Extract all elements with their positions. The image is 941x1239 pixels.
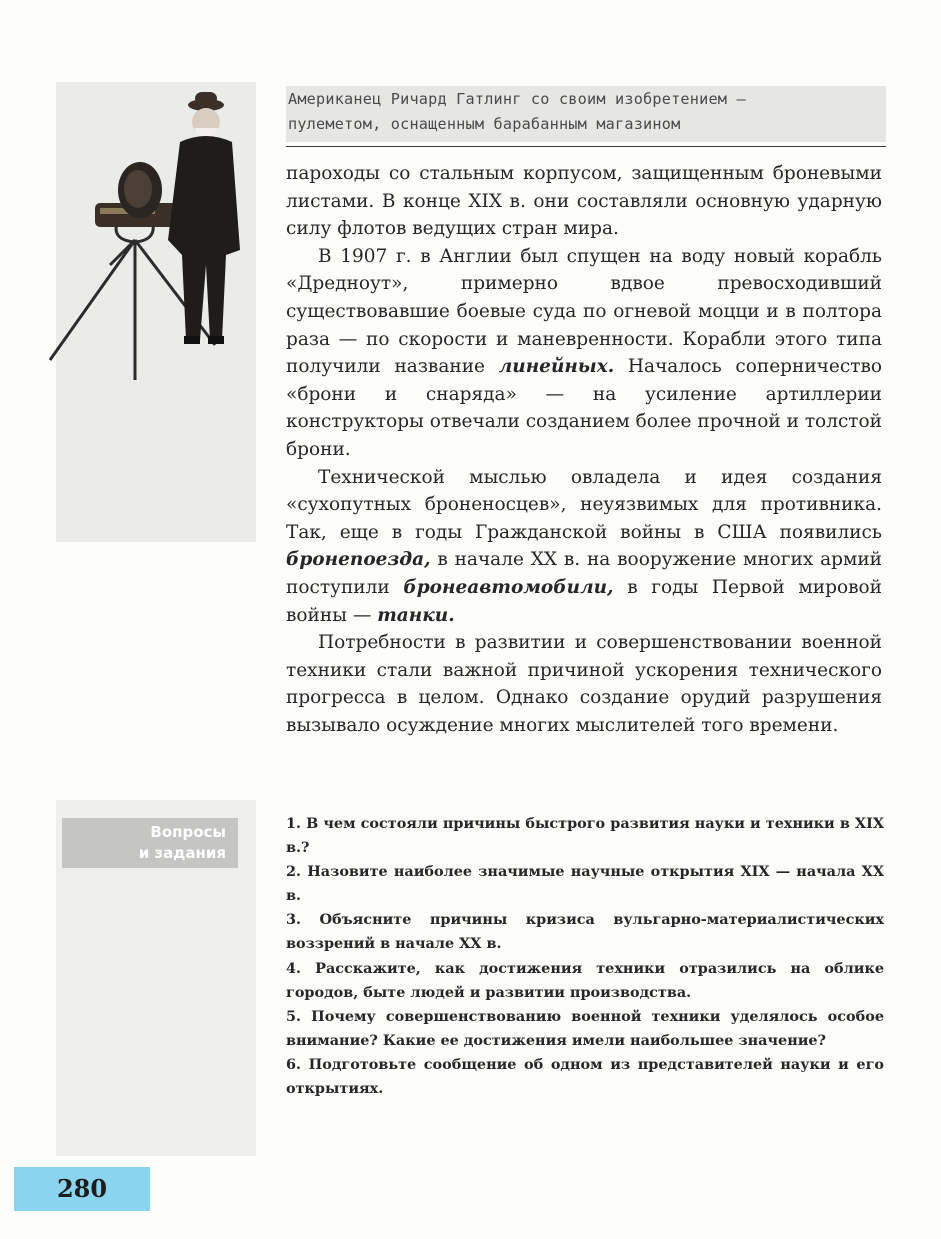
main-text (286, 160, 882, 739)
question-6: 6. Подготовьте сообщение об одном из представителей науки и его открытиях. (286, 1055, 884, 1098)
term-broneavtomobili: бронеавтомобили, (403, 576, 614, 598)
term-tanki: танки. (377, 604, 455, 626)
question-5: 5. Почему совершенствованию военной техники уделялось особое внимание? Какие ее достижения имели наибольшее значение? (286, 1007, 884, 1049)
page-number: 280 (14, 1167, 150, 1211)
paragraph-2-text-a: В 1907 г. в Англии был спущен на воду новый корабль «Дредноут», примерно вдвое превосходивший существовавшие боевые суда по огневой моцци и в полтора раза — по скорости и маневренности. Корабли этого типа получили название (286, 245, 882, 378)
question-1: 1. В чем состояли причины быстрого развития науки и техники в XIX в.? (286, 815, 884, 857)
paragraph-4: Потребности в развитии и совершенствовании военной техники стали важной причиной ускорения технического прогресса в целом. Однако создание орудий разрушения вызывало осуждение многих мыслителей того времени. (286, 632, 882, 736)
caption-line-2: пулеметом, оснащенным барабанным магазином (288, 115, 681, 133)
term-bronepoezda: бронепоезда, (286, 549, 431, 571)
question-3: 3. Объясните причины кризиса вульгарно-материалистических воззрений в начале XX в. (286, 911, 884, 953)
paragraph-2-text-b: Началось соперничество «брони и снаряда» — на усиление артиллерии конструкторы отвечали созданием более прочной и толстой брони. (286, 356, 883, 460)
photo-caption (286, 86, 886, 142)
gatling-photo (40, 90, 255, 390)
paragraph-3-text-c: в годы Первой мировой войны — (286, 576, 883, 626)
paragraph-3-text-b: в начале XX в. на вооружение многих армий поступили (286, 549, 882, 598)
paragraph-3-text-a: Технической мыслью овладела и идея создания «сухопутных броненосцев», неуязвимых для противника. Так, еще в годы Гражданской войны в США появились (286, 466, 882, 543)
question-4: 4. Расскажите, как достижения техники отразились на облике городов, быте людей и развитии производства. (286, 959, 884, 1001)
questions-list (286, 812, 884, 1101)
man-figure (168, 92, 240, 344)
paragraph-3 (286, 464, 882, 630)
question-2: 2. Назовите наиболее значимые научные открытия XIX — начала XX в. (286, 863, 884, 905)
paragraph-1: пароходы со стальным корпусом, защищенным броневыми листами. В конце XIX в. они составляли основную ударную силу флотов ведущих стран мира. (286, 163, 882, 240)
caption-line-1: Американец Ричард Гатлинг со своим изобретением — (288, 90, 746, 108)
questions-header (62, 818, 238, 868)
term-lineinye: линейных. (498, 356, 615, 378)
questions-header-line-2: и задания (138, 844, 226, 862)
paragraph-2 (286, 243, 882, 464)
questions-header-line-1: Вопросы (150, 823, 226, 841)
caption-divider (286, 146, 886, 147)
